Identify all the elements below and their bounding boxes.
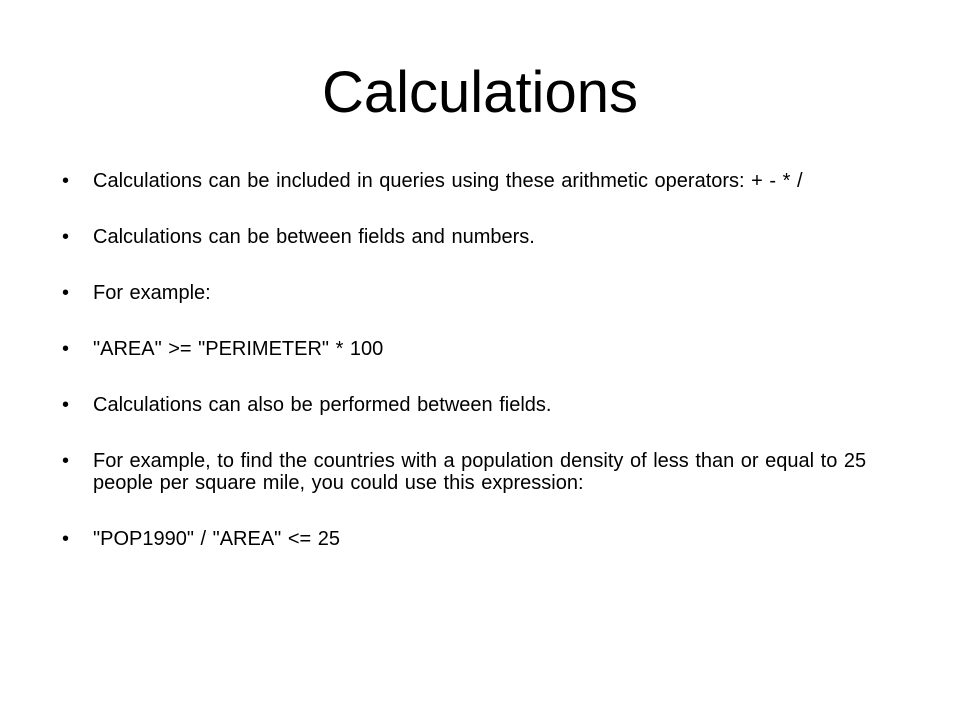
bullet-text: For example, to find the countries with a population density of less than or equal to 25 people per square mile, you could use this expression: <box>93 450 867 494</box>
bullet-marker: • <box>62 338 70 360</box>
bullet-marker: • <box>62 394 70 416</box>
bullet-text: Calculations can be included in queries using these arithmetic operators: + - * / <box>93 170 803 192</box>
bullet-text: "POP1990" / "AREA" <= 25 <box>93 528 340 550</box>
bullet-text: For example: <box>93 282 211 304</box>
bullet-marker: • <box>62 170 70 192</box>
slide-title: Calculations <box>322 60 638 125</box>
bullet-marker: • <box>62 528 70 550</box>
bullet-item <box>62 450 902 494</box>
bullet-marker: • <box>62 450 70 472</box>
bullet-item <box>62 338 902 360</box>
bullet-item <box>62 170 902 192</box>
bullet-text: Calculations can be between fields and numbers. <box>93 226 535 248</box>
bullet-marker: • <box>62 226 70 248</box>
bullet-item <box>62 282 902 304</box>
bullet-item <box>62 226 902 248</box>
bullet-text: "AREA" >= "PERIMETER" * 100 <box>93 338 384 360</box>
bullet-item <box>62 394 902 416</box>
bullet-marker: • <box>62 282 70 304</box>
bullet-item <box>62 528 902 550</box>
bullet-text: Calculations can also be performed between fields. <box>93 394 552 416</box>
bullet-list <box>62 170 902 584</box>
